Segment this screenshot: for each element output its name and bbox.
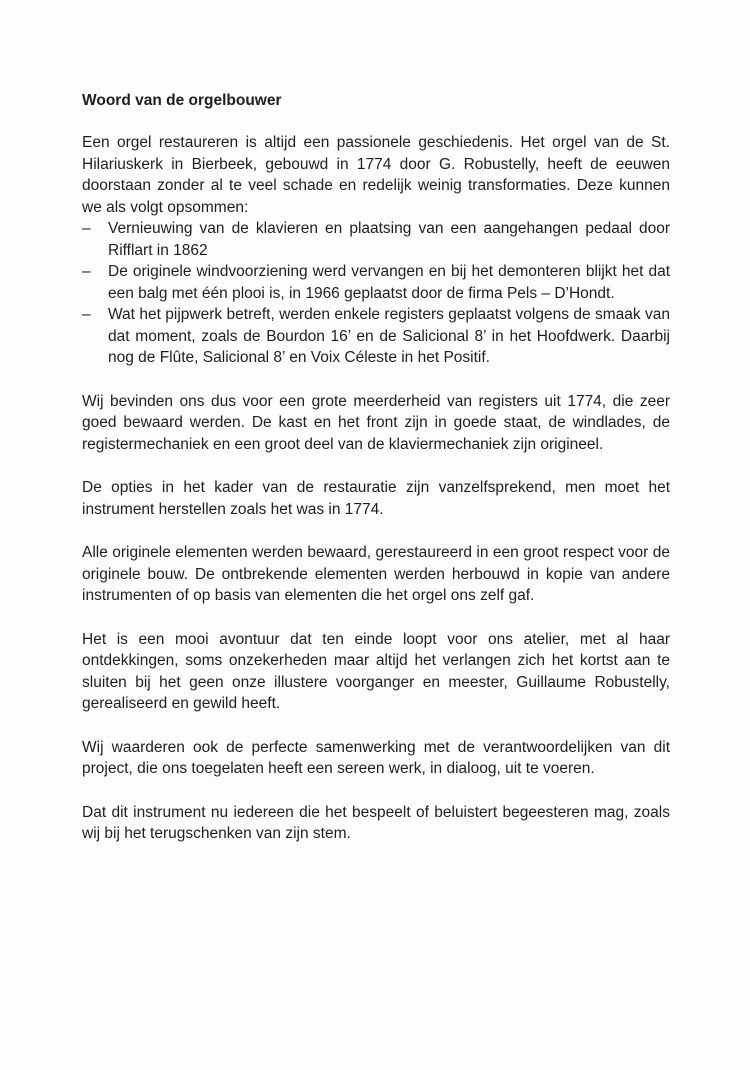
body-paragraph: Wij waarderen ook de perfecte samenwerking met de verantwoordelijken van dit project, die ons toegelaten heeft een sereen werk, in dialoog, uit te voeren. (82, 738, 670, 777)
list-item-text: Wat het pijpwerk betreft, werden enkele registers geplaatst volgens de smaak van dat moment, zoals de Bourdon 16’ en de Salicional 8’ in het Hoofdwerk. Daarbij nog de Flûte, Salicional 8’ en Voix Céleste in het Positif. (108, 306, 670, 366)
intro-paragraph: Een orgel restaureren is altijd een passionele geschiedenis. Het orgel van de St. Hilariuskerk in Bierbeek, gebouwd in 1774 door G. Robustelly, heeft de eeuwen doorstaan zonder al te veel schade en redelijk weinig transformaties. Deze kunnen we als volgt opsommen: (82, 134, 670, 216)
document-title: Woord van de orgelbouwer (82, 92, 282, 109)
list-dash: – (82, 263, 91, 280)
list-item-text: Vernieuwing van de klavieren en plaatsing van een aangehangen pedaal door Rifflart in 1862 (108, 220, 670, 259)
list-item (82, 304, 670, 369)
body-paragraph: Het is een mooi avontuur dat ten einde loopt voor ons atelier, met al haar ontdekkingen, soms onzekerheden maar altijd het verlangen zich het kortst aan te sluiten bij het geen onze illustere voorganger en meester, Guillaume Robustelly, gerealiseerd en gewild heeft. (82, 630, 670, 712)
list-dash: – (82, 306, 91, 323)
transformations-list (82, 218, 670, 369)
list-item-text: De originele windvoorziening werd vervangen en bij het demonteren blijkt het dat een balg met één plooi is, in 1966 geplaatst door de firma Pels – D’Hondt. (108, 263, 670, 302)
body-paragraph: Alle originele elementen werden bewaard, gerestaureerd in een groot respect voor de originele bouw. De ontbrekende elementen werden herbouwd in kopie van andere instrumenten of op basis van elementen die het orgel ons zelf gaf. (82, 544, 670, 604)
body-paragraph: Dat dit instrument nu iedereen die het bespeelt of beluistert begeesteren mag, zoals wij bij het terugschenken van zijn stem. (82, 803, 670, 842)
body-paragraph: Wij bevinden ons dus voor een grote meerderheid van registers uit 1774, die zeer goed bewaard werden. De kast en het front zijn in goede staat, de windlades, de registermechaniek en een groot deel van de klaviermechaniek zijn origineel. (82, 392, 670, 453)
list-dash: – (82, 220, 91, 237)
list-item (82, 218, 670, 261)
body-paragraph: De opties in het kader van de restauratie zijn vanzelfsprekend, men moet het instrument herstellen zoals het was in 1774. (82, 479, 670, 518)
list-item (82, 261, 670, 304)
